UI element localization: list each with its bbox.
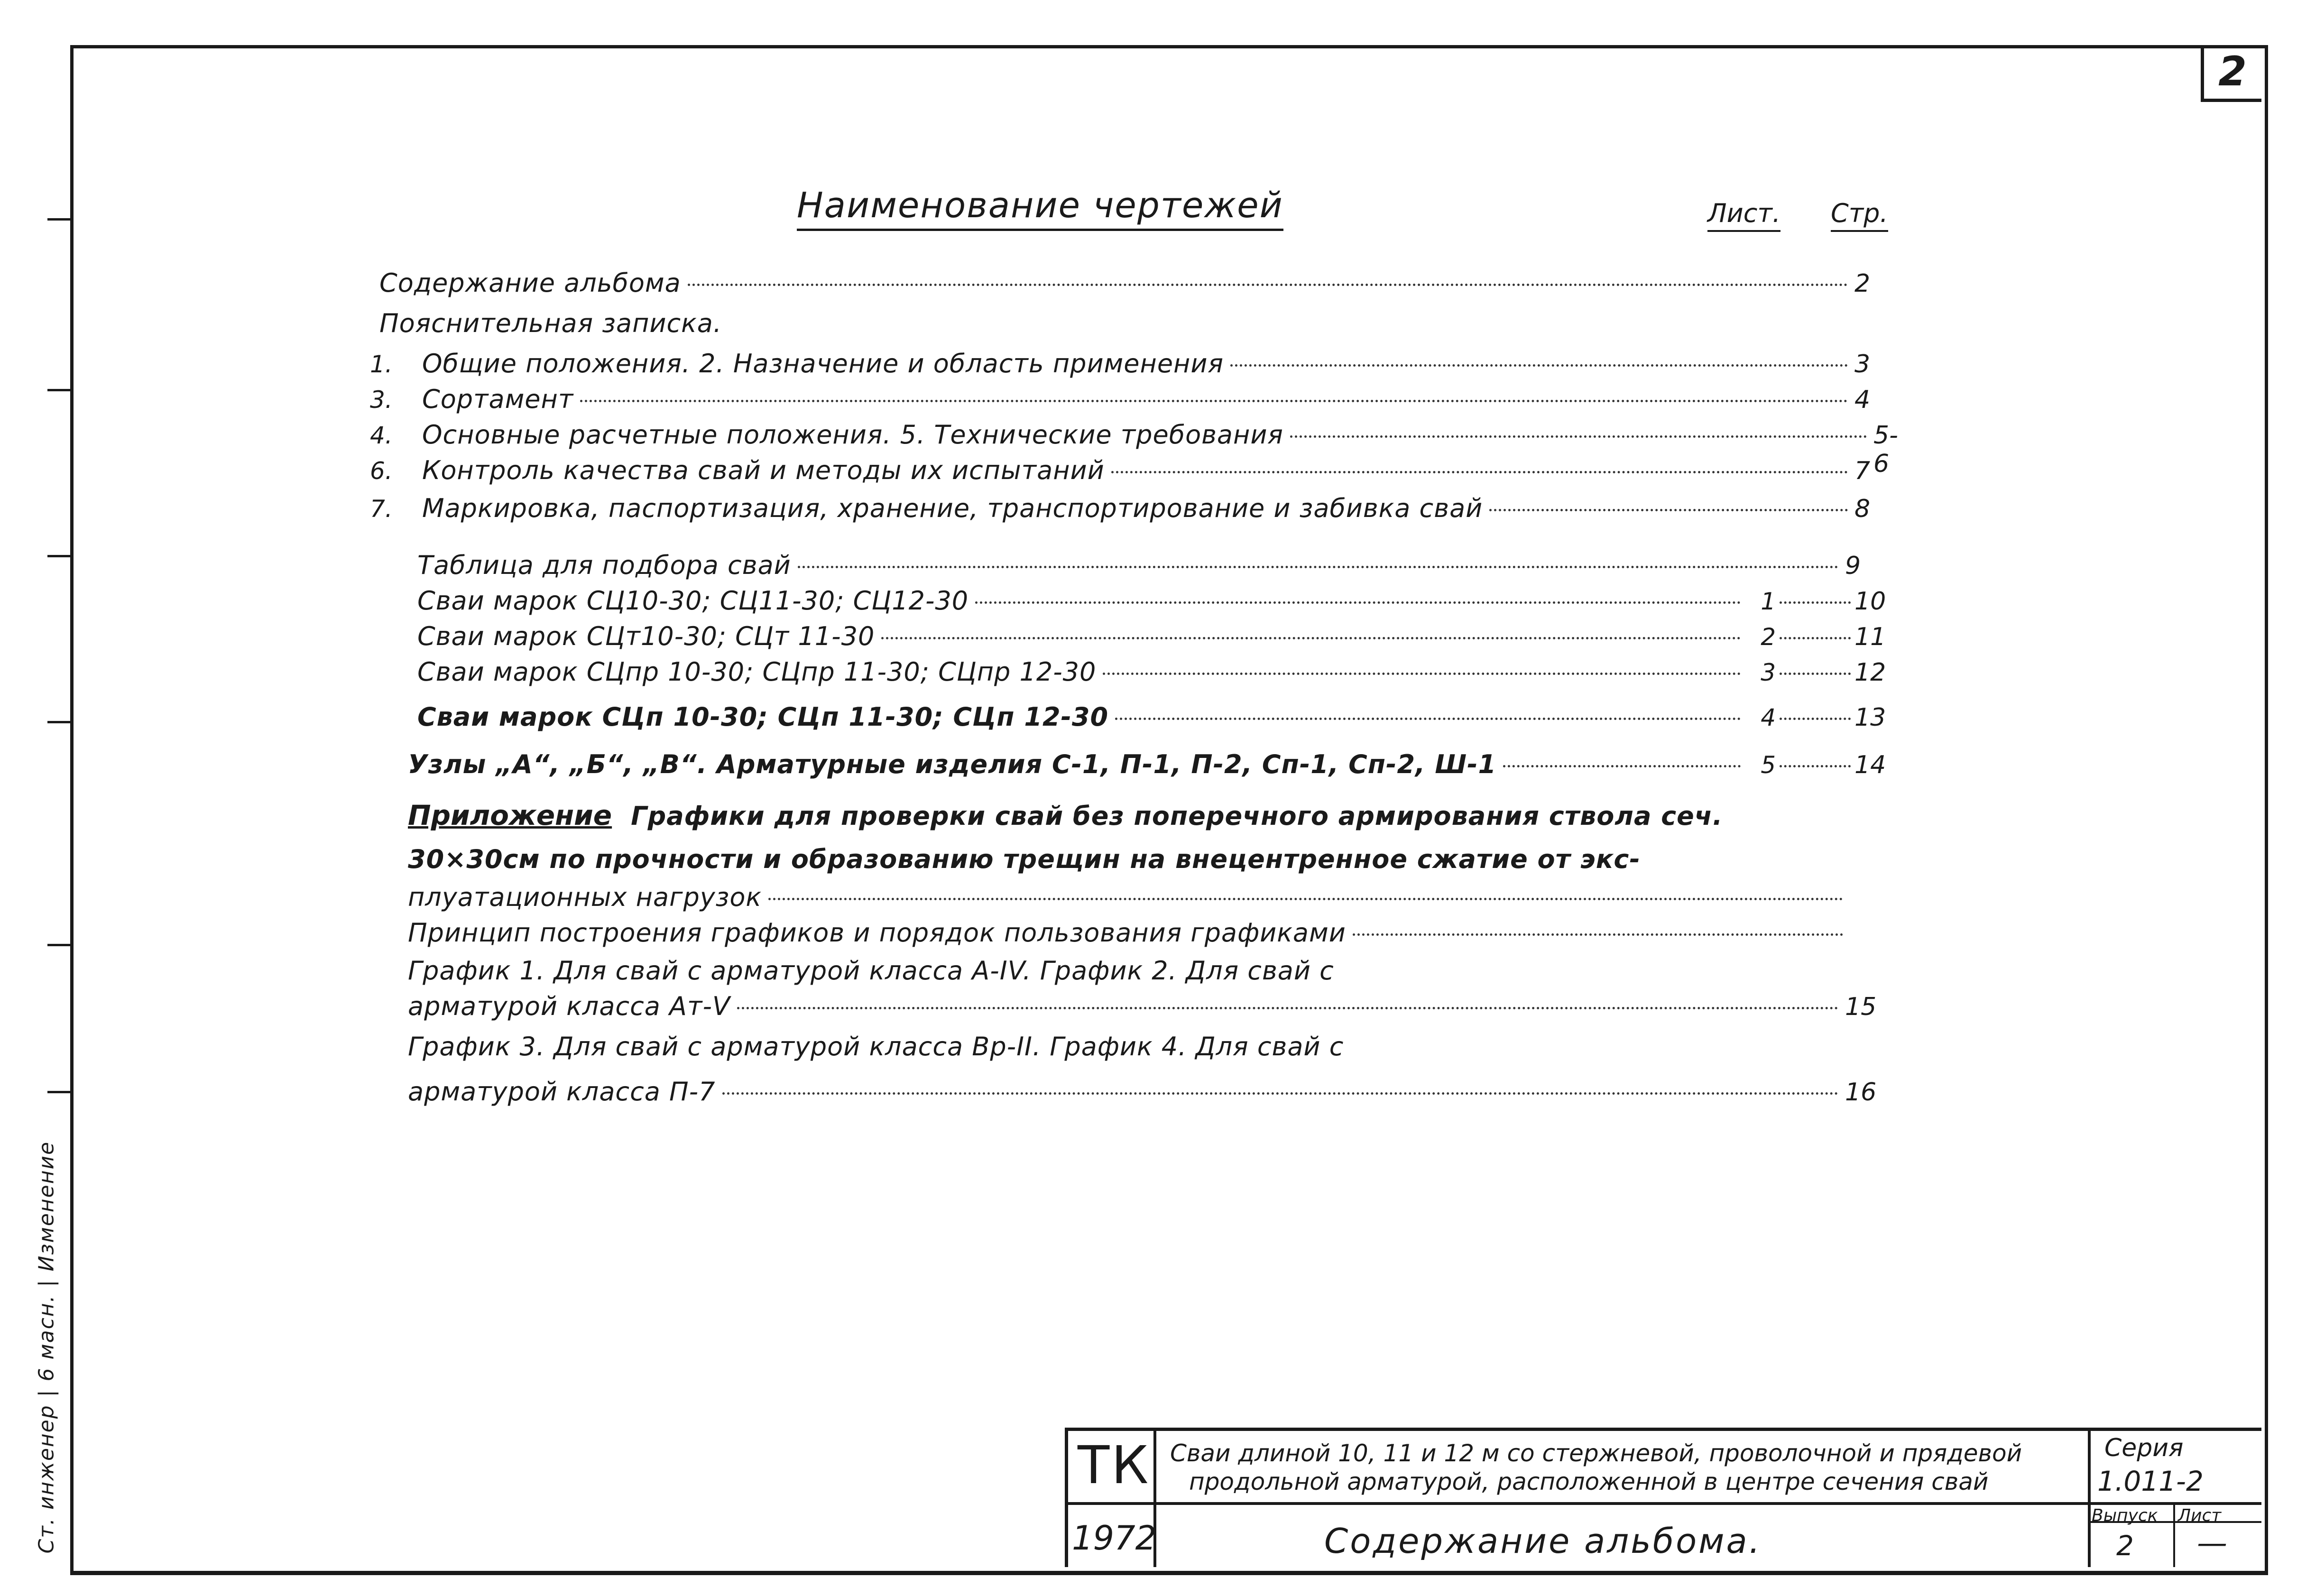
dot-leader <box>1111 471 1848 473</box>
toc-entry-page: 4 <box>1854 386 1871 414</box>
toc-entry-page: 15 <box>1845 993 1877 1021</box>
dot-leader <box>1230 364 1848 367</box>
sheet-label: Лист <box>2178 1506 2222 1525</box>
toc-entry-page: 12 <box>1854 658 1886 687</box>
toc-entry-text: Содержание альбома <box>379 268 681 298</box>
appendix-line: График 3. Для свай с арматурой класса Вр-II. График 4. Для свай с <box>408 1032 1344 1061</box>
toc-entry-page: 8 <box>1854 495 1871 523</box>
dot-leader <box>1780 601 1851 604</box>
sheet-number: 2 <box>2218 48 2247 95</box>
toc-entry <box>379 268 1888 306</box>
toc-entry <box>370 384 1888 422</box>
toc-entry-page: 7 <box>1854 457 1871 485</box>
album-title-line1: Сваи длиной 10, 11 и 12 м со стержневой, проволочной и прядевой <box>1170 1439 2022 1467</box>
toc-entry <box>370 349 1888 387</box>
title-block-divider <box>1068 1502 2261 1505</box>
appendix-line: 30×30см по прочности и образованию трещин на внецентренное сжатие от экс- <box>408 844 1641 874</box>
series-label: Серия <box>2104 1434 2184 1462</box>
toc-entry-page: 5-6 <box>1873 421 1898 478</box>
toc-entry-text: Общие положения. 2. Назначение и область применения <box>422 349 1224 378</box>
dot-leader <box>1780 637 1851 639</box>
appendix-line-row <box>408 918 1850 956</box>
issue-value: 2 <box>2116 1530 2134 1562</box>
album-title-line2: продольной арматурой, расположенной в центре сечения свай <box>1189 1468 1989 1495</box>
toc-entry <box>417 621 1888 659</box>
appendix-line: Принцип построения графиков и порядок пользования графиками <box>408 918 1346 948</box>
appendix-label: Приложение <box>408 799 612 831</box>
toc-entry-sheet: 4 <box>1761 704 1776 731</box>
appendix-line-row <box>408 1032 1850 1070</box>
column-header-sheet: Лист. <box>1707 198 1780 232</box>
appendix-line: арматурой класса Ат-V <box>408 991 730 1021</box>
toc-entry-page: 9 <box>1845 552 1861 580</box>
dot-leader <box>798 566 1838 568</box>
margin-stamp <box>13 711 61 1565</box>
issue-label: Выпуск <box>2092 1506 2158 1525</box>
toc-entry-sheet: 1 <box>1761 588 1776 615</box>
dot-leader <box>1290 435 1867 438</box>
appendix-line: плуатационных нагрузок <box>408 882 762 912</box>
dot-leader <box>975 601 1741 604</box>
toc-entry-text: Сортамент <box>422 384 574 414</box>
toc-entry <box>417 586 1888 624</box>
toc-entry-sheet: 3 <box>1761 659 1776 686</box>
toc-entry-text: Сваи марок СЦп 10-30; СЦп 11-30; СЦп 12-30 <box>417 702 1109 732</box>
title-block <box>1065 1428 2261 1567</box>
title-block-divider <box>2088 1431 2091 1567</box>
dot-leader <box>1780 673 1851 675</box>
appendix-line-row <box>408 844 1878 882</box>
toc-entry-page: 11 <box>1854 623 1886 651</box>
appendix-line: арматурой класса П-7 <box>408 1077 716 1107</box>
toc-entry-text: Пояснительная записка. <box>379 308 722 338</box>
toc-entry-sheet: 5 <box>1761 751 1776 779</box>
dot-leader <box>1780 718 1851 720</box>
dot-leader <box>580 400 1848 402</box>
toc-entry <box>370 455 1888 493</box>
year: 1972 <box>1072 1519 1157 1558</box>
org-code: ТК <box>1078 1435 1151 1495</box>
toc-entry <box>417 702 1888 740</box>
sheet-number-box <box>2201 45 2261 102</box>
toc-entry-page: 2 <box>1854 269 1871 298</box>
toc-entry-number: 7. <box>370 495 393 523</box>
toc-entry-sheet: 2 <box>1761 623 1776 651</box>
toc-entry <box>379 308 1328 346</box>
toc-entry-page: 14 <box>1854 751 1886 779</box>
toc-entry <box>417 657 1888 695</box>
dot-leader <box>688 284 1848 286</box>
appendix-line-row <box>408 991 1878 1029</box>
dot-leader <box>1353 933 1843 936</box>
dot-leader <box>1103 673 1741 675</box>
toc-entry-text: Таблица для подбора свай <box>417 550 791 580</box>
appendix-header <box>408 799 1878 837</box>
toc-entry-page: 3 <box>1854 350 1871 378</box>
appendix-line-row <box>408 956 1850 994</box>
toc-entry-page: 16 <box>1845 1078 1877 1107</box>
appendix-line-row <box>408 1077 1878 1115</box>
title-block-divider <box>2173 1505 2175 1567</box>
dot-leader <box>1115 718 1741 720</box>
toc-entry-text: Сваи марок СЦт10-30; СЦт 11-30 <box>417 621 875 651</box>
dot-leader <box>1503 765 1741 767</box>
dot-leader <box>737 1007 1838 1009</box>
toc-entry-number: 1. <box>370 351 393 378</box>
toc-entry-number: 4. <box>370 422 393 449</box>
column-header-page: Стр. <box>1831 198 1888 232</box>
toc-entry <box>370 493 1888 531</box>
toc-entry-text: Маркировка, паспортизация, хранение, транспортирование и забивка свай <box>422 493 1483 523</box>
dot-leader <box>768 898 1843 900</box>
toc-entry <box>408 749 1888 787</box>
toc-entry-page: 13 <box>1854 703 1886 732</box>
toc-entry-number: 3. <box>370 386 393 414</box>
margin-stamp-text: Ст. инженер | 6 масн. | Изменение <box>34 1141 59 1554</box>
dot-leader <box>1780 765 1851 767</box>
sheet-value: — <box>2197 1526 2227 1561</box>
toc-entry <box>417 550 1878 588</box>
toc-entry-page: 10 <box>1854 587 1886 616</box>
appendix-line-row <box>408 882 1850 920</box>
dot-leader <box>722 1092 1839 1095</box>
series-value: 1.011-2 <box>2097 1465 2204 1497</box>
page-title: Наименование чертежей <box>797 185 1283 231</box>
toc-entry-number: 6. <box>370 457 393 485</box>
sheet-title: Содержание альбома. <box>1324 1521 1762 1561</box>
appendix-line: Графики для проверки свай без поперечного армирования ствола сеч. <box>631 801 1723 831</box>
toc-entry-text: Узлы „А“, „Б“, „В“. Арматурные изделия С-1, П-1, П-2, Сп-1, Сп-2, Ш-1 <box>408 749 1497 779</box>
toc-entry-text: Сваи марок СЦ10-30; СЦ11-30; СЦ12-30 <box>417 586 969 616</box>
toc-entry-text: Основные расчетные положения. 5. Технические требования <box>422 420 1283 450</box>
toc-entry-text: Сваи марок СЦпр 10-30; СЦпр 11-30; СЦпр 12-30 <box>417 657 1097 687</box>
dot-leader <box>881 637 1741 639</box>
toc-entry-text: Контроль качества свай и методы их испытаний <box>422 455 1105 485</box>
appendix-line: График 1. Для свай с арматурой класса А-IV. График 2. Для свай с <box>408 956 1334 986</box>
dot-leader <box>1489 509 1848 511</box>
